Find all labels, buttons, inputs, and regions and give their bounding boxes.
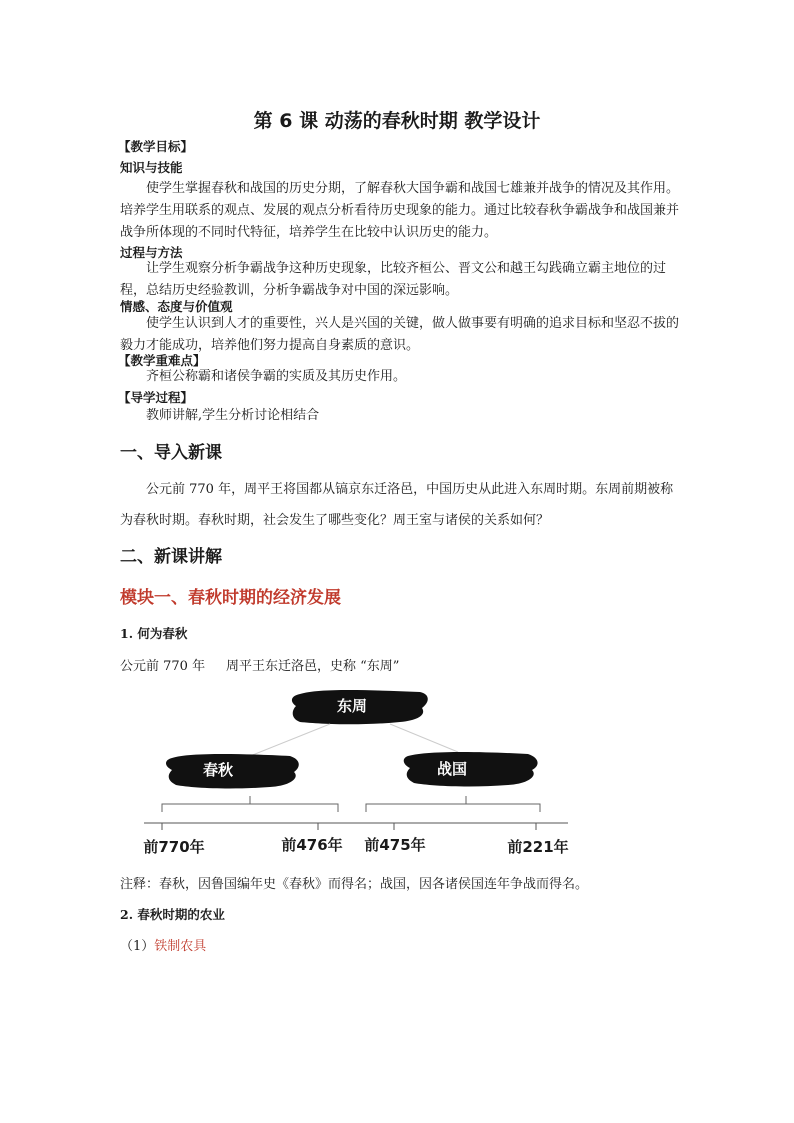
item1-text: 周平王东迁洛邑，史称 “东周” [226,659,400,674]
bracket-left [162,804,338,812]
time-label-3: 前475年 [364,836,426,854]
objectives-header: 【教学目标】 [118,139,194,154]
item2-sub-number: （1） [120,939,155,954]
module1-title: 模块一、春秋时期的经济发展 [120,588,341,608]
item1-title: 1. 何为春秋 [120,626,188,641]
knowledge-header: 知识与技能 [120,160,183,175]
section2-title: 二、新课讲解 [120,547,222,567]
emotion-text: 使学生认识到人才的重要性，兴人是兴国的关键，做人做事要有明确的追求目标和坚忍不拔的毅力才能成功，培养他们努力提高自身素质的意识。 [120,316,680,353]
item1-year: 公元前 770 年 [120,659,206,674]
root-label: 东周 [336,697,368,715]
difficulty-header: 【教学重难点】 [118,353,206,368]
process-header: 过程与方法 [120,245,183,260]
difficulty-text: 齐桓公称霸和诸侯争霸的实质及其历史作用。 [146,369,407,384]
connector-right [390,724,458,752]
item2-title: 2. 春秋时期的农业 [120,907,225,922]
right-brush-label [404,752,538,786]
guide-header: 【导学过程】 [118,390,194,405]
guide-text: 教师讲解,学生分析讨论相结合 [146,408,320,423]
time-label-4: 前221年 [507,838,569,856]
section1-text: 公元前 770 年，周平王将国都从镐京东迁洛邑，中国历史从此进入东周时期。东周前期被称为春秋时期。春秋时期，社会发生了哪些变化？周王室与诸侯的关系如何？ [120,482,674,528]
item2-sub-red-text: 铁制农具 [154,939,207,954]
section1-title: 一、导入新课 [120,443,222,463]
note-text: 注释：春秋，因鲁国编年史《春秋》而得名；战国，因各诸侯国连年争战而得名。 [120,877,589,892]
page-title: 第 6 课 动荡的春秋时期 教学设计 [253,110,541,132]
emotion-header: 情感、态度与价值观 [120,299,233,314]
history-period-diagram [130,680,590,865]
time-label-2: 前476年 [281,836,343,854]
item2-sub [120,935,206,954]
knowledge-text: 使学生掌握春秋和战国的历史分期，了解春秋大国争霸和战国七雄兼并战争的情况及其作用。培养学生用联系的观点、发展的观点分析看待历史现象的能力。通过比较春秋争霸战争和战国兼并战争所体现的不同时代特征，培养学生在比较中认识历史的能力。 [120,181,680,240]
root-brush-label [292,690,428,724]
left-brush-label [166,754,299,788]
right-label: 战国 [436,760,468,778]
left-label: 春秋 [202,761,234,779]
process-text: 让学生观察分析争霸战争这种历史现象，比较齐桓公、晋文公和越王勾践确立霸主地位的过程，总结历史经验教训，分析争霸战争对中国的深远影响。 [120,261,667,298]
time-label-1: 前770年 [143,838,205,856]
bracket-right [366,804,540,812]
connector-left [250,724,330,756]
right-brush-shape [404,752,538,786]
